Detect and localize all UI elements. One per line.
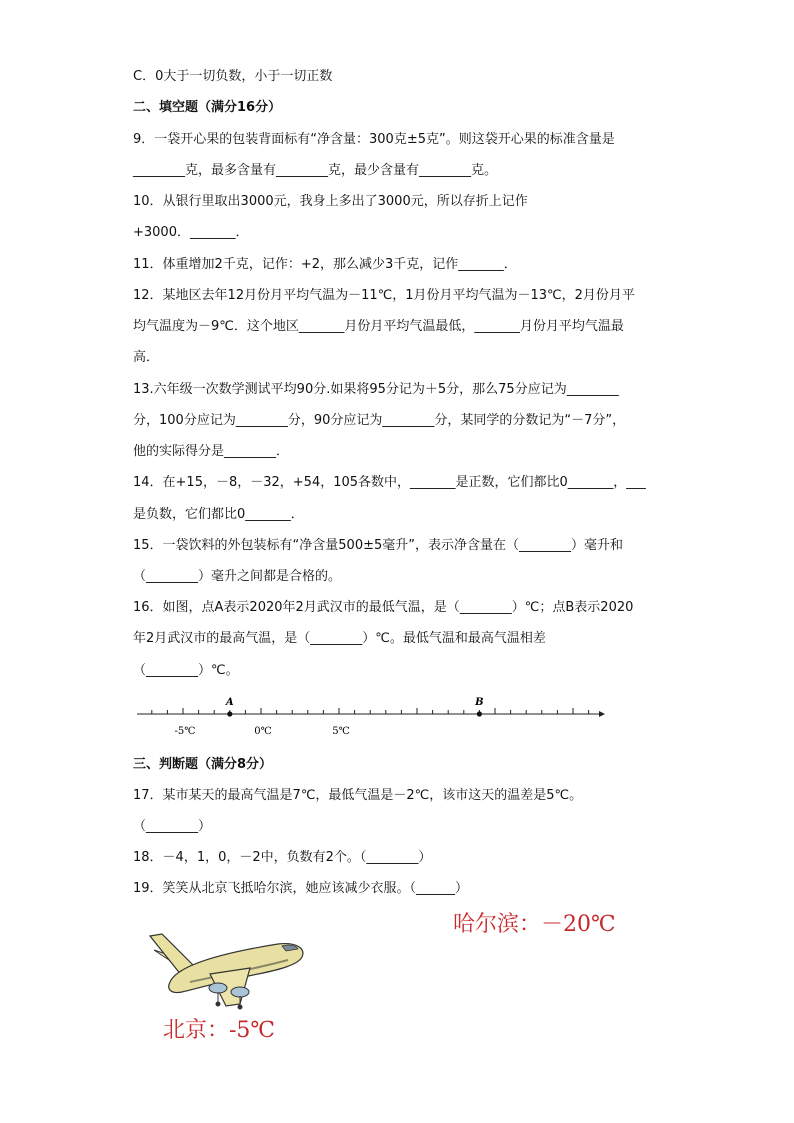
- q12-line1: 12．某地区去年12月份月平均气温为－11℃，1月份月平均气温为－13℃，2月份月平: [133, 288, 635, 303]
- q16-line3: （________）℃。: [133, 663, 239, 678]
- harbin-temperature-label: 哈尔滨：－20℃: [453, 912, 616, 937]
- q11-text: 11．体重增加2千克，记作：+2，那么减少3千克，记作_______．: [133, 257, 517, 272]
- q13-line3: 他的实际得分是________．: [133, 444, 290, 459]
- tick-label-minus5: -5℃: [174, 726, 196, 737]
- point-b-dot: [477, 711, 482, 716]
- number-line-figure: [133, 693, 613, 741]
- point-a-label: A: [225, 697, 234, 708]
- tick-label-0: 0℃: [254, 726, 272, 737]
- q16-line1: 16．如图，点A表示2020年2月武汉市的最低气温，是（________）℃；点B表示2020: [133, 600, 634, 615]
- q17-line1: 17．某市某天的最高气温是7℃，最低气温是－2℃，该市这天的温差是5℃。: [133, 788, 583, 803]
- q12-line2: 均气温度为－9℃．这个地区_______月份月平均气温最低，_______月份月平均气温最: [133, 319, 624, 334]
- point-a-dot: [227, 711, 232, 716]
- section-fill-blank-heading: 二、填空题（满分16分）: [133, 100, 282, 115]
- q14-line2: 是负数，它们都比0_______．: [133, 507, 304, 522]
- q13-line2: 分，100分应记为________分，90分应记为________分，某同学的分数记为“－7分”，: [133, 413, 626, 428]
- q14-line1: 14．在+15，－8，－32，+54，105各数中，_______是正数，它们都比0_______，___: [133, 475, 646, 490]
- number-line-arrow: [599, 711, 605, 717]
- q19-text: 19．笑笑从北京飞抵哈尔滨，她应该减少衣服。（______）: [133, 881, 469, 896]
- q10-line2: +3000．_______．: [133, 225, 249, 240]
- q15-line1: 15．一袋饮料的外包装标有“净含量500±5毫升”，表示净含量在（________）毫升和: [133, 538, 623, 553]
- q9-line2: ________克，最多含量有________克，最少含量有________克。: [133, 163, 498, 178]
- q18-text: 18．－4，1，0，－2中，负数有2个。（________）: [133, 850, 432, 865]
- airplane-icon: [148, 930, 308, 1010]
- section-judge-heading: 三、判断题（满分8分）: [133, 757, 273, 772]
- q9-line1: 9．一袋开心果的包装背面标有“净含量：300克±5克”。则这袋开心果的标准含量是: [133, 132, 615, 147]
- q17-line2: （________）: [133, 819, 212, 834]
- q12-line3: 高．: [133, 350, 160, 365]
- q15-line2: （________）毫升之间都是合格的。: [133, 569, 342, 584]
- beijing-temperature-label: 北京：-5℃: [163, 1018, 276, 1043]
- q13-line1: 13.六年级一次数学测试平均90分.如果将95分记为＋5分，那么75分应记为________: [133, 382, 619, 397]
- q16-line2: 年2月武汉市的最高气温，是（________）℃。最低气温和最高气温相差: [133, 631, 546, 646]
- option-c-text: C．0大于一切负数，小于一切正数: [133, 69, 333, 84]
- point-b-label: B: [475, 697, 484, 708]
- tick-label-5: 5℃: [332, 726, 350, 737]
- number-line-ticks: [152, 708, 589, 714]
- q10-line1: 10．从银行里取出3000元，我身上多出了3000元，所以存折上记作: [133, 194, 528, 209]
